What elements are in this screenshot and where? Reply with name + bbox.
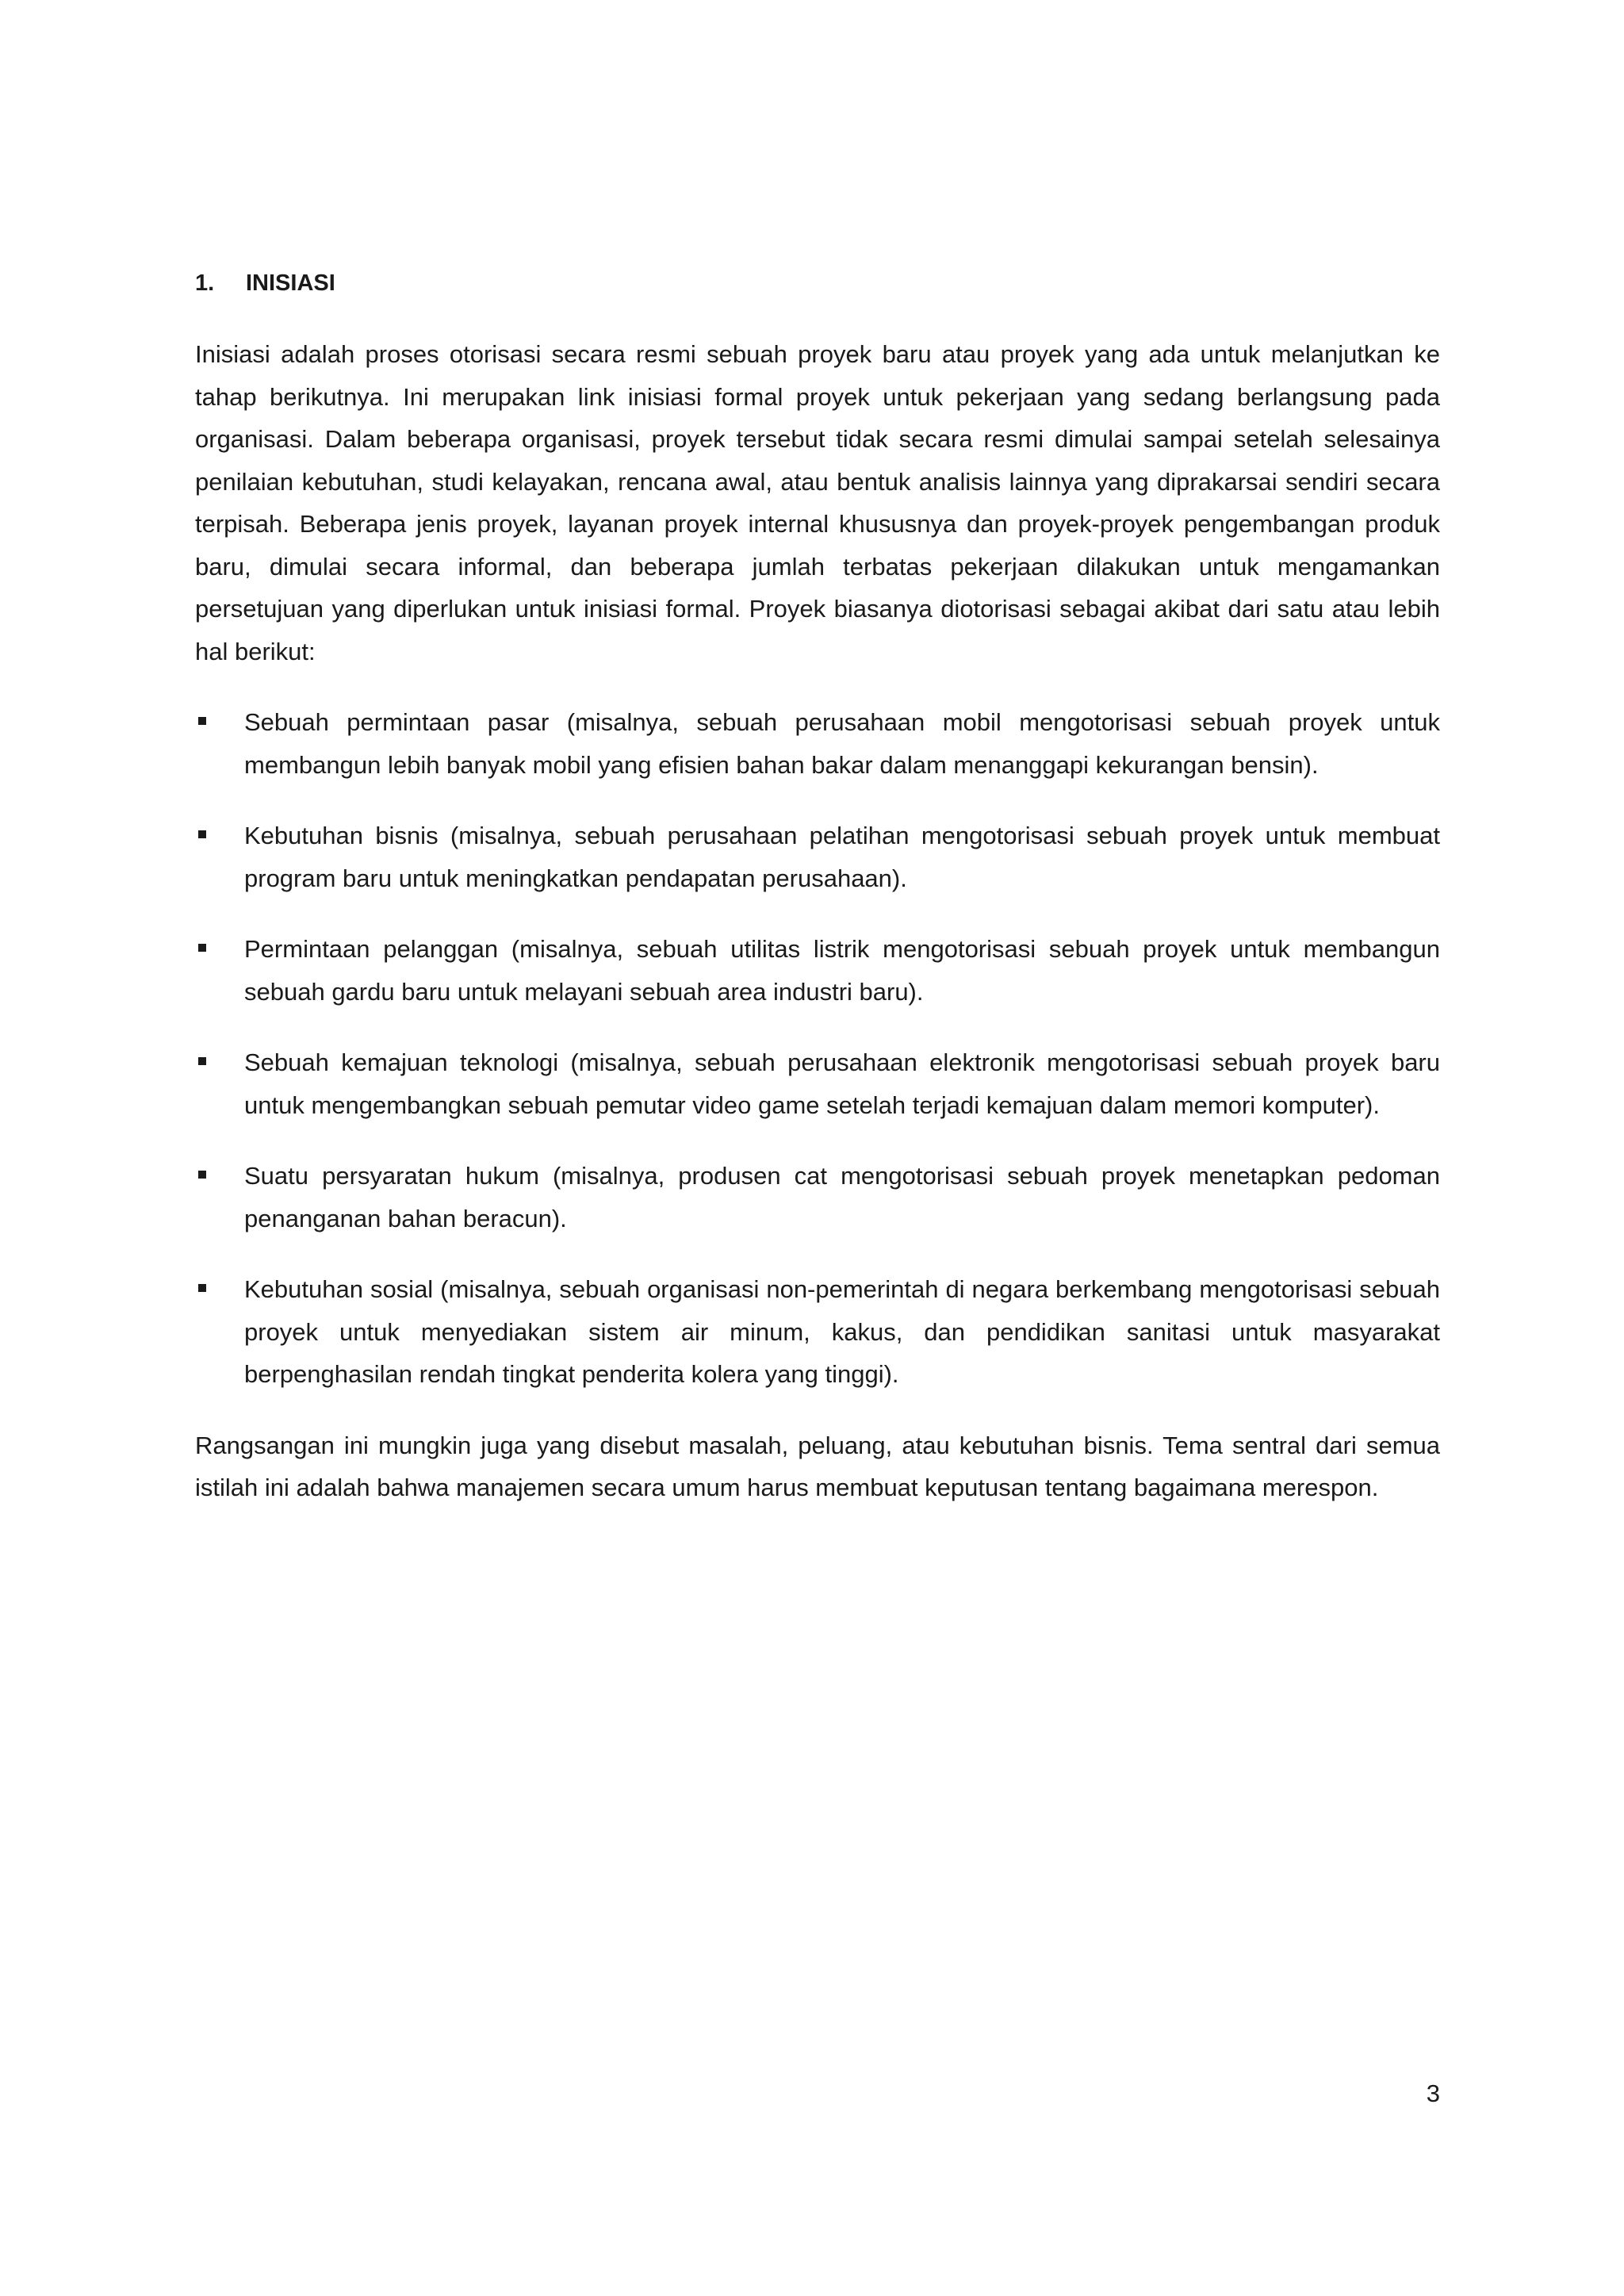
bullet-text: Suatu persyaratan hukum (misalnya, produsen cat mengotorisasi sebuah proyek menetapkan pedoman penanganan bahan beracun). bbox=[244, 1162, 1440, 1232]
bullet-text: Sebuah permintaan pasar (misalnya, sebuah perusahaan mobil mengotorisasi sebuah proyek untuk membangun lebih banyak mobil yang efisien bahan bakar dalam menanggapi kekurangan bensin). bbox=[244, 708, 1440, 779]
bullet-text: Kebutuhan sosial (misalnya, sebuah organisasi non-pemerintah di negara berkembang mengotorisasi sebuah proyek untuk menyediakan sistem air minum, kakus, dan pendidikan sanitasi untuk masyarakat berpenghasilan rendah tingkat penderita kolera yang tinggi). bbox=[244, 1275, 1440, 1388]
section-title: INISIASI bbox=[246, 270, 335, 296]
square-bullet-icon bbox=[198, 717, 206, 725]
square-bullet-icon bbox=[198, 1284, 206, 1292]
square-bullet-icon bbox=[198, 944, 206, 952]
bullet-item bbox=[195, 1041, 1440, 1126]
closing-paragraph: Rangsangan ini mungkin juga yang disebut masalah, peluang, atau kebutuhan bisnis. Tema sentral dari semua istilah ini adalah bahwa manajemen secara umum harus membuat keputusan tentang bagaimana merespon. bbox=[195, 1431, 1440, 1501]
square-bullet-icon bbox=[198, 1057, 206, 1065]
bullet-item bbox=[195, 1155, 1440, 1240]
bullet-text: Sebuah kemajuan teknologi (misalnya, sebuah perusahaan elektronik mengotorisasi sebuah proyek baru untuk mengembangkan sebuah pemutar video game setelah terjadi kemajuan dalam memori komputer). bbox=[244, 1048, 1440, 1119]
bullet-item bbox=[195, 701, 1440, 786]
section-heading bbox=[195, 262, 1440, 305]
page-content bbox=[195, 262, 1440, 1538]
bullet-item bbox=[195, 928, 1440, 1013]
section-number: 1. bbox=[195, 270, 215, 296]
intro-paragraph: Inisiasi adalah proses otorisasi secara resmi sebuah proyek baru atau proyek yang ada untuk melanjutkan ke tahap berikutnya. Ini merupakan link inisiasi formal proyek untuk pekerjaan yang sedang berlangsung pada organisasi. Dalam beberapa organisasi, proyek tersebut tidak secara resmi dimulai sampai setelah selesainya penilaian kebutuhan, studi kelayakan, rencana awal, atau bentuk analisis lainnya yang diprakarsai sendiri secara terpisah. Beberapa jenis proyek, layanan proyek internal khususnya dan proyek-proyek pengembangan produk baru, dimulai secara informal, dan beberapa jumlah terbatas pekerjaan dilakukan untuk mengamankan persetujuan yang diperlukan untuk inisiasi formal. Proyek biasanya diotorisasi sebagai akibat dari satu atau lebih hal berikut: bbox=[195, 340, 1440, 665]
bullet-text: Permintaan pelanggan (misalnya, sebuah utilitas listrik mengotorisasi sebuah proyek untuk membangun sebuah gardu baru untuk melayani sebuah area industri baru). bbox=[244, 935, 1440, 1006]
square-bullet-icon bbox=[198, 1171, 206, 1179]
page-number: 3 bbox=[1426, 2079, 1440, 2107]
square-bullet-icon bbox=[198, 830, 206, 838]
bullet-item bbox=[195, 815, 1440, 899]
bullet-text: Kebutuhan bisnis (misalnya, sebuah perusahaan pelatihan mengotorisasi sebuah proyek untuk membuat program baru untuk meningkatkan pendapatan perusahaan). bbox=[244, 822, 1440, 892]
bullet-list bbox=[195, 701, 1440, 1396]
bullet-item bbox=[195, 1268, 1440, 1396]
